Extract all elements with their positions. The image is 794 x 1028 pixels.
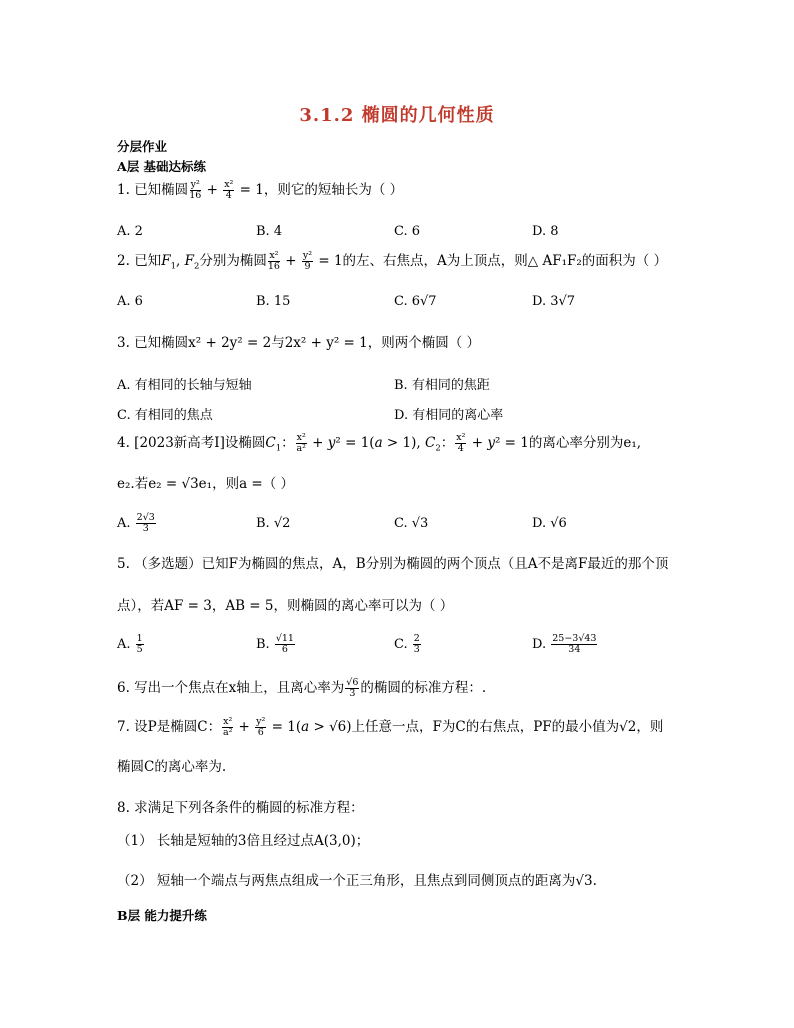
q1-option-b[interactable]: B. 4 [256,224,283,239]
page-title: 3.1.2 椭圆的几何性质 [299,105,495,126]
q3-option-d[interactable]: D. 有相同的离心率 [394,408,504,423]
q1-option-d[interactable]: D. 8 [532,224,559,239]
q2-option-d[interactable]: D. 3√7 [532,294,576,309]
q1-option-c[interactable]: C. 6 [394,224,421,239]
q2-option-a[interactable]: A. 6 [117,294,143,309]
question-5: 5. （多选题）已知F为椭圆的焦点，A，B分别为椭圆的两个顶点（且A不是离F最近的那个顶 [117,556,669,572]
q5-option-d[interactable]: D. $\frac{25-3√43}{34}$ [532,633,597,655]
question-6: 6. 写出一个焦点在x轴上，且离心率为 $\frac{√6}{3}$ 的椭圆的标准方程：. [117,677,487,699]
question-8-part-1: （1） 长轴是短轴的3倍且经过点A(3,0)； [117,833,370,849]
heading-layered-homework: 分层作业 [117,139,168,154]
question-3: 3. 已知椭圆x² + 2y² = 2与2x² + y² = 1，则两个椭圆（ ） [117,335,481,351]
heading-level-a: A层 基础达标练 [117,159,207,174]
question-8: 8. 求满足下列各条件的椭圆的标准方程： [117,800,364,816]
question-5-line-2: 点），若AF = 3，AB = 5，则椭圆的离心率可以为（ ） [117,598,454,614]
question-7-line-2: 椭圆C的离心率为. [117,759,227,775]
q4-option-a[interactable]: A. $\frac{2√3}{3}$ [117,512,155,534]
question-4-line-2: e₂.若e₂ = √3e₁，则a =（ ） [117,476,295,492]
q4-option-d[interactable]: D. √6 [532,516,567,531]
q2-option-b[interactable]: B. 15 [256,294,291,309]
q4-option-c[interactable]: C. √3 [394,516,429,531]
q3-option-b[interactable]: B. 有相同的焦距 [394,378,490,393]
q3-option-a[interactable]: A. 有相同的长轴与短轴 [117,378,252,393]
question-4: 4. [2023新高考Ⅰ]设椭圆$C_1$： $\frac{\text{x²}}{\text{a²}}$ + y² = 1(a > 1), $C_2$： $\frac{\text{x²}}{4}$ + y² = 1的离心率分别为e₁, [117,432,642,454]
q1-option-a[interactable]: A. 2 [117,224,143,239]
heading-level-b: B层 能力提升练 [117,908,207,923]
question-8-part-2: （2） 短轴一个端点与两焦点组成一个正三角形，且焦点到同侧顶点的距离为√3. [117,873,597,889]
q5-option-b[interactable]: B. $\frac{√11}{6}$ [256,633,294,655]
q2-option-c[interactable]: C. 6√7 [394,294,437,309]
q3-option-c[interactable]: C. 有相同的焦点 [117,408,213,423]
q5-option-c[interactable]: C. $\frac{2}{3}$ [394,633,420,655]
q5-option-a[interactable]: A. $\frac{1}{5}$ [117,633,143,655]
question-2: 2. 已知$F_1$, $F_2$分别为椭圆 $\frac{\text{x²}}{16}$ + $\frac{\text{y²}}{9}$ = 1的左、右焦点，A为上顶点，则△ AF₁F₂的面积为（ ） [117,250,668,272]
q4-option-b[interactable]: B. √2 [256,516,291,531]
question-1: 1. 已知椭圆 $\frac{\text{y²}}{16}$ + $\frac{\text{x²}}{4}$ = 1，则它的短轴长为（ ） [117,179,404,201]
question-7: 7. 设P是椭圆C： $\frac{\text{x²}}{\text{a²}}$ + $\frac{\text{y²}}{6}$ = 1(a > √6)上任意一点，F为C的右焦点，PF的最小值为√2，则 [117,716,664,738]
